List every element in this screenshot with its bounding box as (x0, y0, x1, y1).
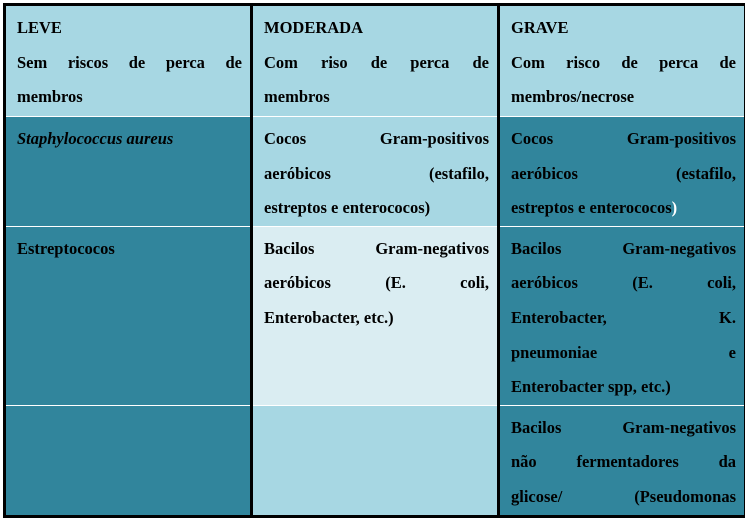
cell-grave (499, 226, 745, 405)
table-row (5, 226, 745, 405)
cell-line: não fermentadores da (511, 445, 736, 480)
cell-moderada-empty (252, 405, 499, 516)
header-grave (499, 5, 745, 117)
cell-line-text: estreptos e enterococos (511, 198, 672, 217)
cell-grave (499, 117, 745, 227)
cell-line: Bacilos Gram-negativos (264, 232, 489, 267)
table-row (5, 405, 745, 516)
cell-moderada (252, 226, 499, 405)
header-subtitle-line: Com risco de perca de (511, 46, 736, 81)
cell-line: Bacilos Gram-negativos (511, 232, 736, 267)
cell-line-with-suffix (511, 191, 736, 226)
table-row (5, 117, 745, 227)
header-subtitle-line: Com riso de perca de (264, 46, 489, 81)
cell-line: aeróbicos (E. coli, (264, 266, 489, 301)
header-subtitle-line: membros/necrose (511, 80, 736, 115)
cell-line: aeróbicos (E. coli, (511, 266, 736, 301)
cell-line: estreptos e enterococos) (264, 191, 489, 226)
cell-line: pneumoniae e (511, 336, 736, 371)
cell-line: Bacilos Gram-negativos (511, 411, 736, 446)
header-leve (5, 5, 252, 117)
header-subtitle-line: membros (264, 80, 489, 115)
header-moderada (252, 5, 499, 117)
bacteria-severity-table (3, 3, 745, 518)
cell-line: Enterobacter spp, etc.) (511, 370, 736, 405)
header-subtitle-line: membros (17, 80, 242, 115)
cell-moderada (252, 117, 499, 227)
cell-line: Enterobacter, K. (511, 301, 736, 336)
cell-line: Staphylococcus aureus (17, 122, 242, 157)
header-title: LEVE (17, 11, 242, 46)
header-subtitle-line: Sem riscos de perca de (17, 46, 242, 81)
cell-grave (499, 405, 745, 516)
cell-leve (5, 117, 252, 227)
cell-leve (5, 226, 252, 405)
cell-leve-empty (5, 405, 252, 516)
cell-line: Cocos Gram-positivos (264, 122, 489, 157)
cell-line-suffix: ) (672, 198, 678, 217)
cell-line: aeróbicos (estafilo, (511, 157, 736, 192)
cell-line: Enterobacter, etc.) (264, 301, 489, 336)
cell-line: Estreptococos (17, 232, 242, 267)
cell-line: Cocos Gram-positivos (511, 122, 736, 157)
header-row (5, 5, 745, 117)
cell-line: aeróbicos (estafilo, (264, 157, 489, 192)
header-title: GRAVE (511, 11, 736, 46)
header-title: MODERADA (264, 11, 489, 46)
cell-line: glicose/ (Pseudomonas (511, 480, 736, 515)
